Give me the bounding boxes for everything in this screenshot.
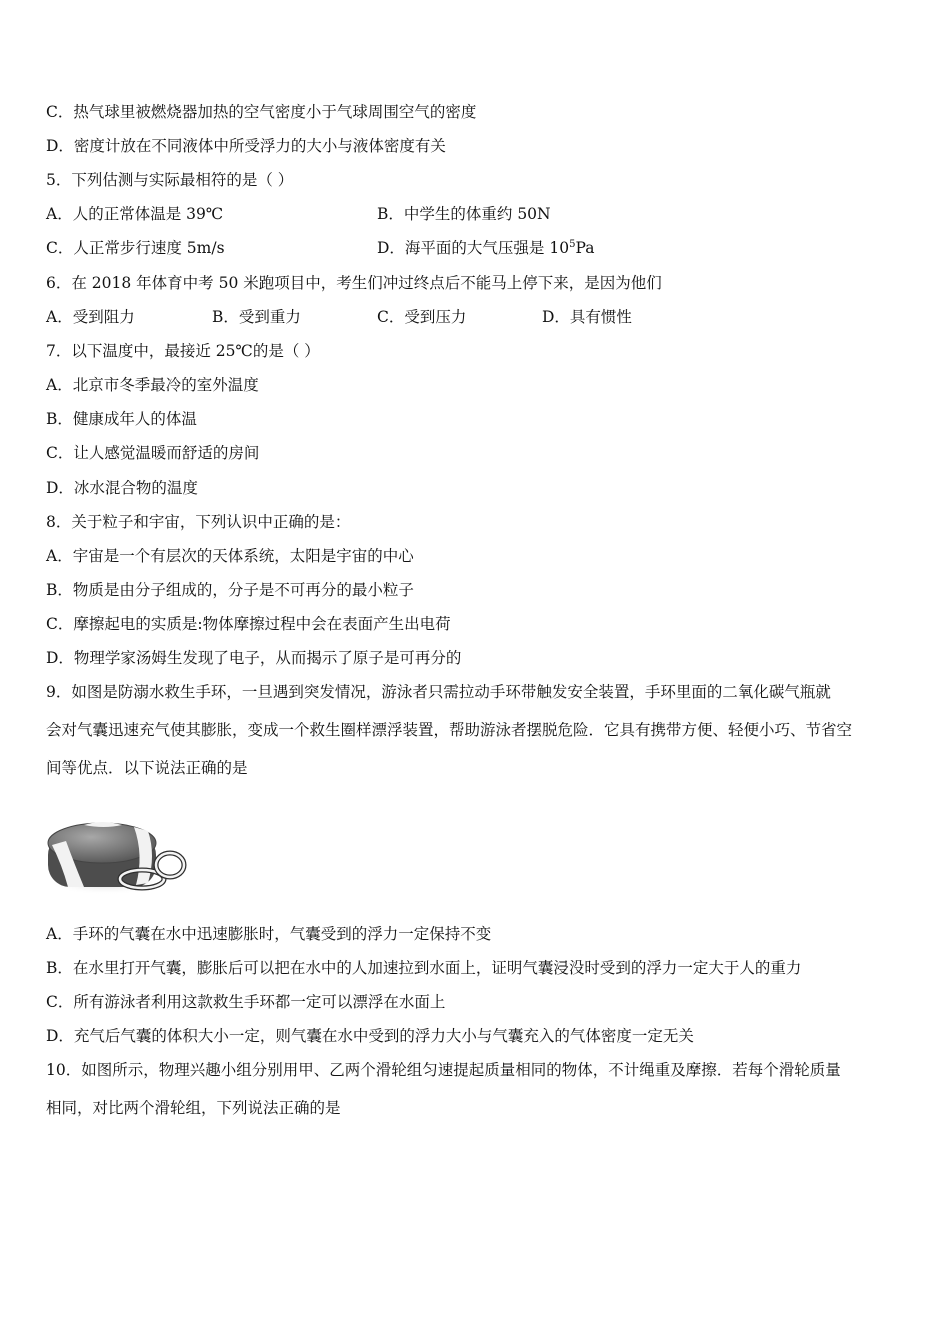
q7-option-b: B．健康成年人的体温: [46, 410, 197, 428]
q5-stem: 5．下列估测与实际最相符的是（ ）: [46, 171, 294, 189]
q10-stem-line1: 10．如图所示，物理兴趣小组分别用甲、乙两个滑轮组匀速提起质量相同的物体，不计绳重及摩擦．若每个滑轮质量: [46, 1061, 841, 1079]
q6-option-b: B．受到重力: [212, 308, 301, 326]
q6-option-c: C．受到压力: [377, 308, 467, 326]
q8-option-b: B．物质是由分子组成的，分子是不可再分的最小粒子: [46, 581, 414, 599]
q5-option-a: A．人的正常体温是 39℃: [46, 205, 224, 223]
q7-option-c: C．让人感觉温暖而舒适的房间: [46, 444, 260, 462]
q5-option-c: C．人正常步行速度 5m/s: [46, 239, 225, 257]
q8-option-a: A．宇宙是一个有层次的天体系统，太阳是宇宙的中心: [46, 547, 414, 565]
q8-option-c: C．摩擦起电的实质是:物体摩擦过程中会在表面产生出电荷: [46, 615, 451, 633]
q8-option-d: D．物理学家汤姆生发现了电子，从而揭示了原子是可再分的: [46, 649, 462, 667]
q4-option-c: C．热气球里被燃烧器加热的空气密度小于气球周围空气的密度: [46, 103, 477, 121]
rescue-bracelet-image: [44, 815, 194, 897]
q5-option-d: D．海平面的大气压强是 $10^5Pa$: [377, 238, 595, 257]
q7-option-d: D．冰水混合物的温度: [46, 479, 198, 497]
q9-stem-line2: 会对气囊迅速充气使其膨胀，变成一个救生圈样漂浮装置，帮助游泳者摆脱危险．它具有携带方便、轻便小巧、节省空: [46, 721, 853, 739]
q9-stem-line3: 间等优点．以下说法正确的是: [46, 759, 248, 777]
q9-option-d: D．充气后气囊的体积大小一定，则气囊在水中受到的浮力大小与气囊充入的气体密度一定无关: [46, 1027, 694, 1045]
q6-option-d: D．具有惯性: [542, 308, 632, 326]
q9-option-a: A．手环的气囊在水中迅速膨胀时，气囊受到的浮力一定保持不变: [46, 925, 492, 943]
q8-stem: 8．关于粒子和宇宙，下列认识中正确的是：: [46, 513, 351, 531]
q7-stem: 7．以下温度中，最接近 25℃的是（ ）: [46, 342, 320, 360]
q9-option-c: C．所有游泳者利用这款救生手环都一定可以漂浮在水面上: [46, 993, 446, 1011]
q9-stem-line1: 9．如图是防溺水救生手环，一旦遇到突发情况，游泳者只需拉动手环带触发安全装置，手环里面的二氧化碳气瓶就: [46, 683, 831, 701]
q6-stem: 6．在 2018 年体育中考 50 米跑项目中，考生们冲过终点后不能马上停下来，是因为他们: [46, 274, 662, 292]
q5-option-b: B．中学生的体重约 50N: [377, 205, 551, 223]
q9-option-b: B．在水里打开气囊，膨胀后可以把在水中的人加速拉到水面上，证明气囊浸没时受到的浮力一定大于人的重力: [46, 959, 802, 977]
q10-stem-line2: 相同，对比两个滑轮组，下列说法正确的是: [46, 1099, 341, 1117]
q7-option-a: A．北京市冬季最冷的室外温度: [46, 376, 259, 394]
q4-option-d: D．密度计放在不同液体中所受浮力的大小与液体密度有关: [46, 137, 446, 155]
q6-option-a: A．受到阻力: [46, 308, 135, 326]
